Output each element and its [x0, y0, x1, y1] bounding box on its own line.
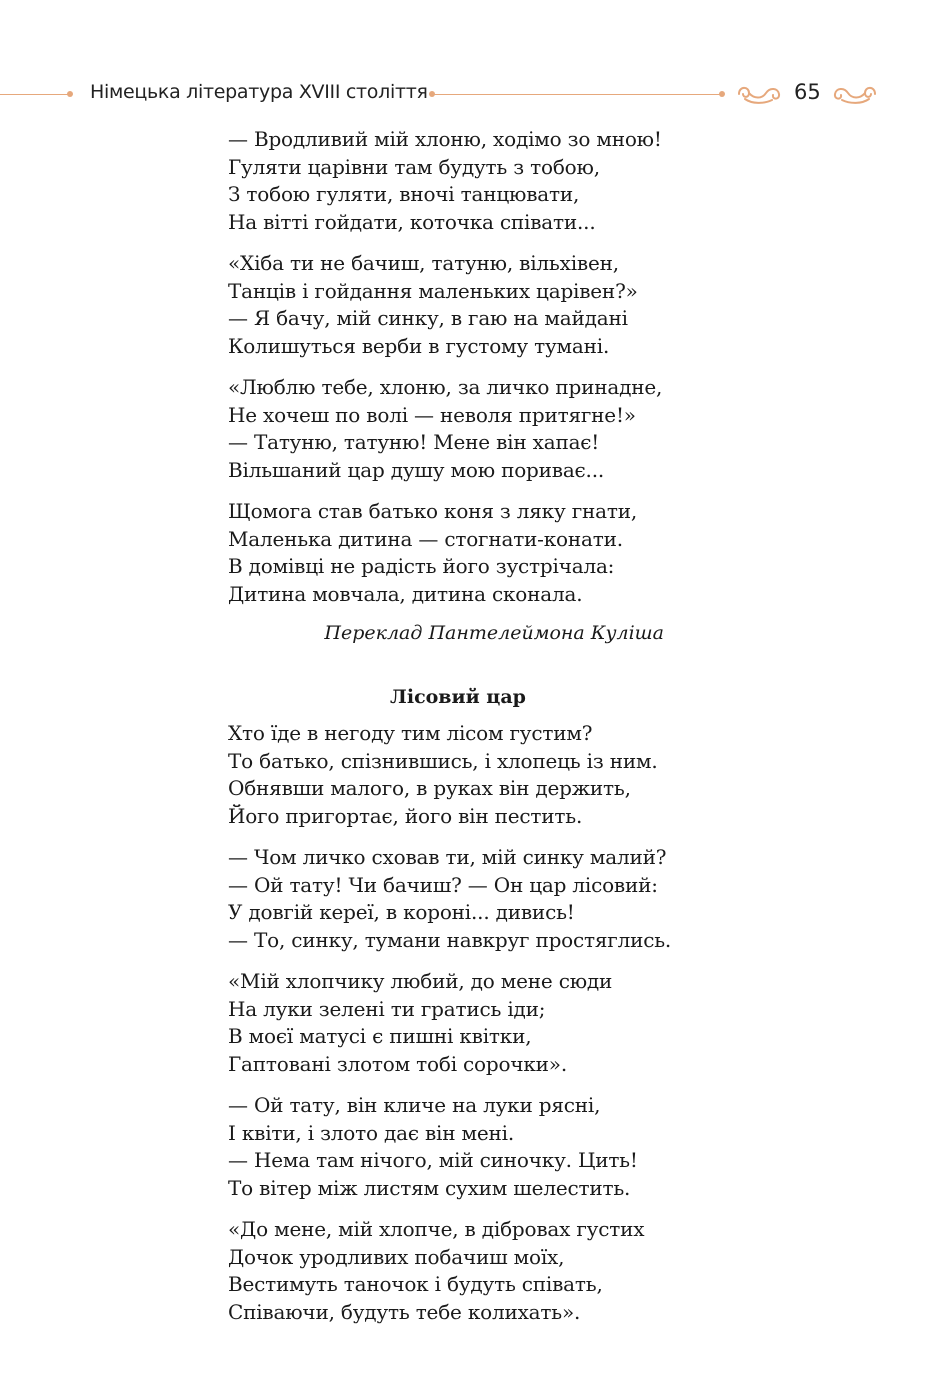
verse-line: «Люблю тебе, хлоню, за личко принадне,: [228, 375, 663, 399]
page-content: [228, 126, 688, 1340]
page-header: [0, 78, 952, 112]
header-rule-left: [0, 94, 70, 95]
stanza: [228, 250, 688, 360]
stanza: [228, 720, 688, 830]
scroll-flourish-icon: [736, 82, 782, 106]
verse-line: «Хіба ти не бачиш, татуню, вільхівен,: [228, 251, 619, 275]
verse-line: Не хочеш по волі — неволя притягне!»: [228, 402, 636, 427]
verse-line: То батько, спізнившись, і хлопець із ним.: [228, 748, 658, 773]
verse-line: Гаптовані злотом тобі сорочки».: [228, 1051, 567, 1076]
verse-line: В моєї матусі є пишні квітки,: [228, 1024, 532, 1048]
stanza: [228, 844, 688, 954]
translation-credit: Переклад Пантелеймона Куліша: [324, 622, 664, 644]
header-rule-middle: [432, 94, 722, 95]
verse-line: — Нема там нічого, мій синочку. Цить!: [228, 1148, 638, 1172]
verse-line: «Мій хлопчику любий, до мене сюди: [228, 969, 613, 993]
verse-line: — Вродливий мій хлоню, ходімо зо мною!: [228, 127, 662, 151]
verse-line: — Я бачу, мій синку, в гаю на майдані: [228, 306, 628, 330]
poem-lisovyi-tsar: [228, 720, 688, 1326]
stanza: [228, 126, 688, 236]
verse-line: На луки зелені ти гратись іди;: [228, 996, 546, 1021]
verse-line: Дитина мовчала, дитина сконала.: [228, 581, 583, 606]
stanza: [228, 1216, 688, 1326]
verse-line: — Татуню, татуню! Мене він хапає!: [228, 430, 600, 454]
verse-line: Вестимуть таночок і будуть співать,: [228, 1272, 603, 1296]
poem-translation-kulish: [228, 126, 688, 644]
verse-line: Дочок уродливих побачиш моїх,: [228, 1244, 565, 1269]
verse-line: «До мене, мій хлопче, в дібровах густих: [228, 1217, 645, 1241]
verse-line: — То, синку, тумани навкруг простяглись.: [228, 927, 672, 952]
verse-line: То вітер між листям сухим шелестить.: [228, 1175, 631, 1200]
poem-title: Лісовий цар: [390, 686, 526, 708]
stanza: [228, 1092, 688, 1202]
verse-line: З тобою гуляти, вночі танцювати,: [228, 182, 580, 206]
verse-line: Його пригортає, його він пестить.: [228, 803, 583, 828]
scroll-flourish-icon: [832, 82, 878, 106]
stanza: [228, 374, 688, 484]
verse-line: Гуляти царівни там будуть з тобою,: [228, 154, 600, 179]
verse-line: Маленька дитина — стогнати-конати.: [228, 526, 623, 551]
verse-line: І квіти, і злото дає він мені.: [228, 1120, 515, 1145]
verse-line: Обнявши малого, в руках він держить,: [228, 776, 631, 800]
verse-line: На вітті гойдати, коточка співати...: [228, 209, 596, 234]
page-number: 65: [794, 80, 821, 104]
verse-line: Колишуться верби в густому тумані.: [228, 333, 610, 358]
running-title: Німецька література XVIII століття: [90, 81, 428, 103]
verse-line: Співаючи, будуть тебе колихать».: [228, 1299, 581, 1324]
verse-line: — Чом личко сховав ти, мій синку малий?: [228, 845, 667, 869]
header-rule-dot: [719, 91, 725, 97]
verse-line: Хто їде в негоду тим лісом густим?: [228, 721, 593, 745]
verse-line: — Ой тату, він кличе на луки рясні,: [228, 1093, 601, 1117]
stanza: [228, 968, 688, 1078]
verse-line: Вільшаний цар душу мою пориває...: [228, 457, 605, 482]
verse-line: Щомога став батько коня з ляку гнати,: [228, 499, 637, 523]
verse-line: У довгій кереї, в короні... дивись!: [228, 900, 575, 924]
stanza: [228, 498, 688, 608]
header-rule-dot: [67, 91, 73, 97]
verse-line: Танців і гойдання маленьких царівен?»: [228, 278, 638, 303]
verse-line: — Ой тату! Чи бачиш? — Он цар лісовий:: [228, 872, 658, 897]
verse-line: В домівці не радість його зустрічала:: [228, 554, 615, 578]
